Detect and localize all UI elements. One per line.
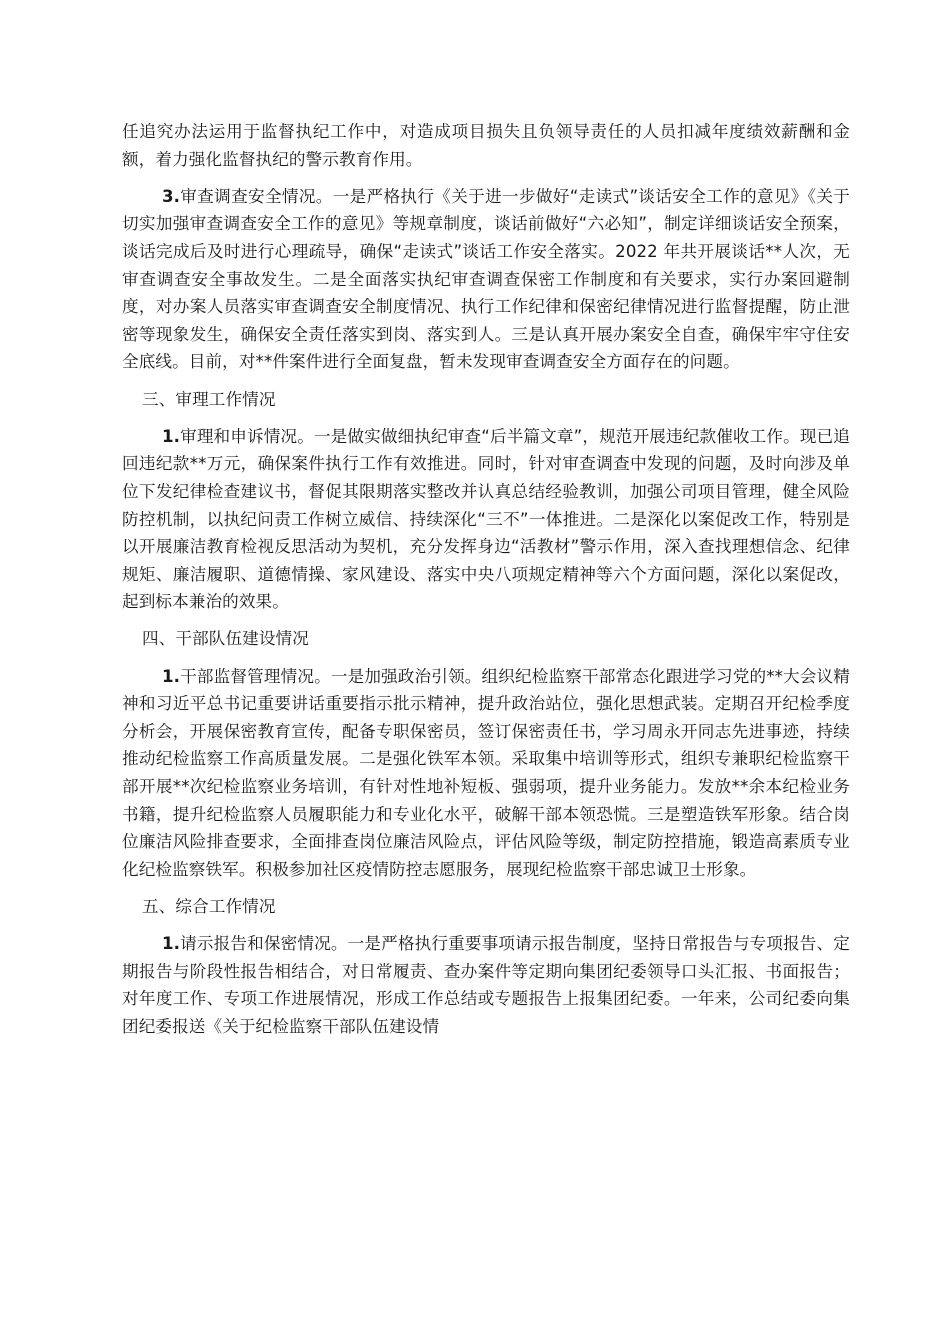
paragraph-reporting-confidentiality	[122, 930, 850, 1040]
item-number: 1.	[162, 426, 181, 446]
item-number: 1.	[162, 934, 181, 954]
paragraph-text: 干部监督管理情况。一是加强政治引领。组织纪检监察干部常态化跟进学习党的**大会议精神和习近平总书记重要讲话重要指示批示精神，提升政治站位，强化思想武装。定期召开纪检季度分析会，开展保密教育宣传，配备专职保密员，签订保密责任书，学习周永开同志先进事迹，持续推动纪检监察工作高质量发展。二是强化铁军本领。采取集中培训等形式，组织专兼职纪检监察干部开展**次纪检监察业务培训，有针对性地补短板、强弱项，提升业务能力。发放**余本纪检业务书籍，提升纪检监察人员履职能力和专业化水平，破解干部本领恐慌。三是塑造铁军形象。结合岗位廉洁风险排查要求，全面排查岗位廉洁风险点，评估风险等级，制定防控措施，锻造高素质专业化纪检监察铁军。积极参加社区疫情防控志愿服务，展现纪检监察干部忠诚卫士形象。	[122, 666, 850, 879]
paragraph-trial-appeal	[122, 423, 850, 616]
paragraph-continuation	[122, 118, 850, 173]
item-number: 3.	[162, 186, 181, 206]
paragraph-cadre-supervision	[122, 663, 850, 884]
paragraph-text: 请示报告和保密情况。一是严格执行重要事项请示报告制度，坚持日常报告与专项报告、定期报告与阶段性报告相结合，对日常履责、查办案件等定期向集团纪委领导口头汇报、书面报告；对年度工作、专项工作进展情况，形成工作总结或专题报告上报集团纪委。一年来，公司纪委向集团纪委报送《关于纪检监察干部队伍建设情	[122, 934, 850, 1036]
document-body	[122, 118, 850, 1050]
paragraph-text: 审查调查安全情况。一是严格执行《关于进一步做好“走读式”谈话安全工作的意见》《关于切实加强审查调查安全工作的意见》等规章制度，谈话前做好“六必知”，制定详细谈话安全预案，谈话完成后及时进行心理疏导，确保“走读式”谈话工作安全落实。2022 年共开展谈话**人次，无审查调查安全事故发生。二是全面落实执纪审查调查保密工作制度和有关要求，实行办案回避制度，对办案人员落实审查调查安全制度情况、执行工作纪律和保密纪律情况进行监督提醒，防止泄密等现象发生，确保安全责任落实到岗、落实到人。三是认真开展办案安全自查，确保牢牢守住安全底线。目前，对**件案件进行全面复盘，暂未发现审查调查安全方面存在的问题。	[122, 186, 850, 372]
paragraph-text: 审理和申诉情况。一是做实做细执纪审查“后半篇文章”，规范开展违纪款催收工作。现已追回违纪款**万元，确保案件执行工作有效推进。同时，针对审查调查中发现的问题，及时向涉及单位下发纪律检查建议书，督促其限期落实整改并认真总结经验教训，加强公司项目管理，健全风险防控机制，以执纪问责工作树立威信、持续深化“三不”一体推进。二是深化以案促改工作，特别是以开展廉洁教育检视反思活动为契机，充分发挥身边“活教材”警示作用，深入查找理想信念、纪律规矩、廉洁履职、道德情操、家风建设、落实中央八项规定精神等六个方面问题，深化以案促改，起到标本兼治的效果。	[122, 426, 850, 612]
section-heading-3	[122, 386, 850, 414]
item-number: 1.	[162, 666, 181, 686]
paragraph-text: 任追究办法运用于监督执纪工作中，对造成项目损失且负领导责任的人员扣减年度绩效薪酬和金额，着力强化监督执纪的警示教育作用。	[122, 122, 850, 169]
heading-text: 三、审理工作情况	[142, 389, 276, 409]
section-heading-4	[122, 625, 850, 653]
section-heading-5	[122, 893, 850, 921]
paragraph-review-investigation-safety	[122, 183, 850, 376]
heading-text: 五、综合工作情况	[142, 897, 276, 916]
heading-text: 四、干部队伍建设情况	[142, 629, 309, 649]
